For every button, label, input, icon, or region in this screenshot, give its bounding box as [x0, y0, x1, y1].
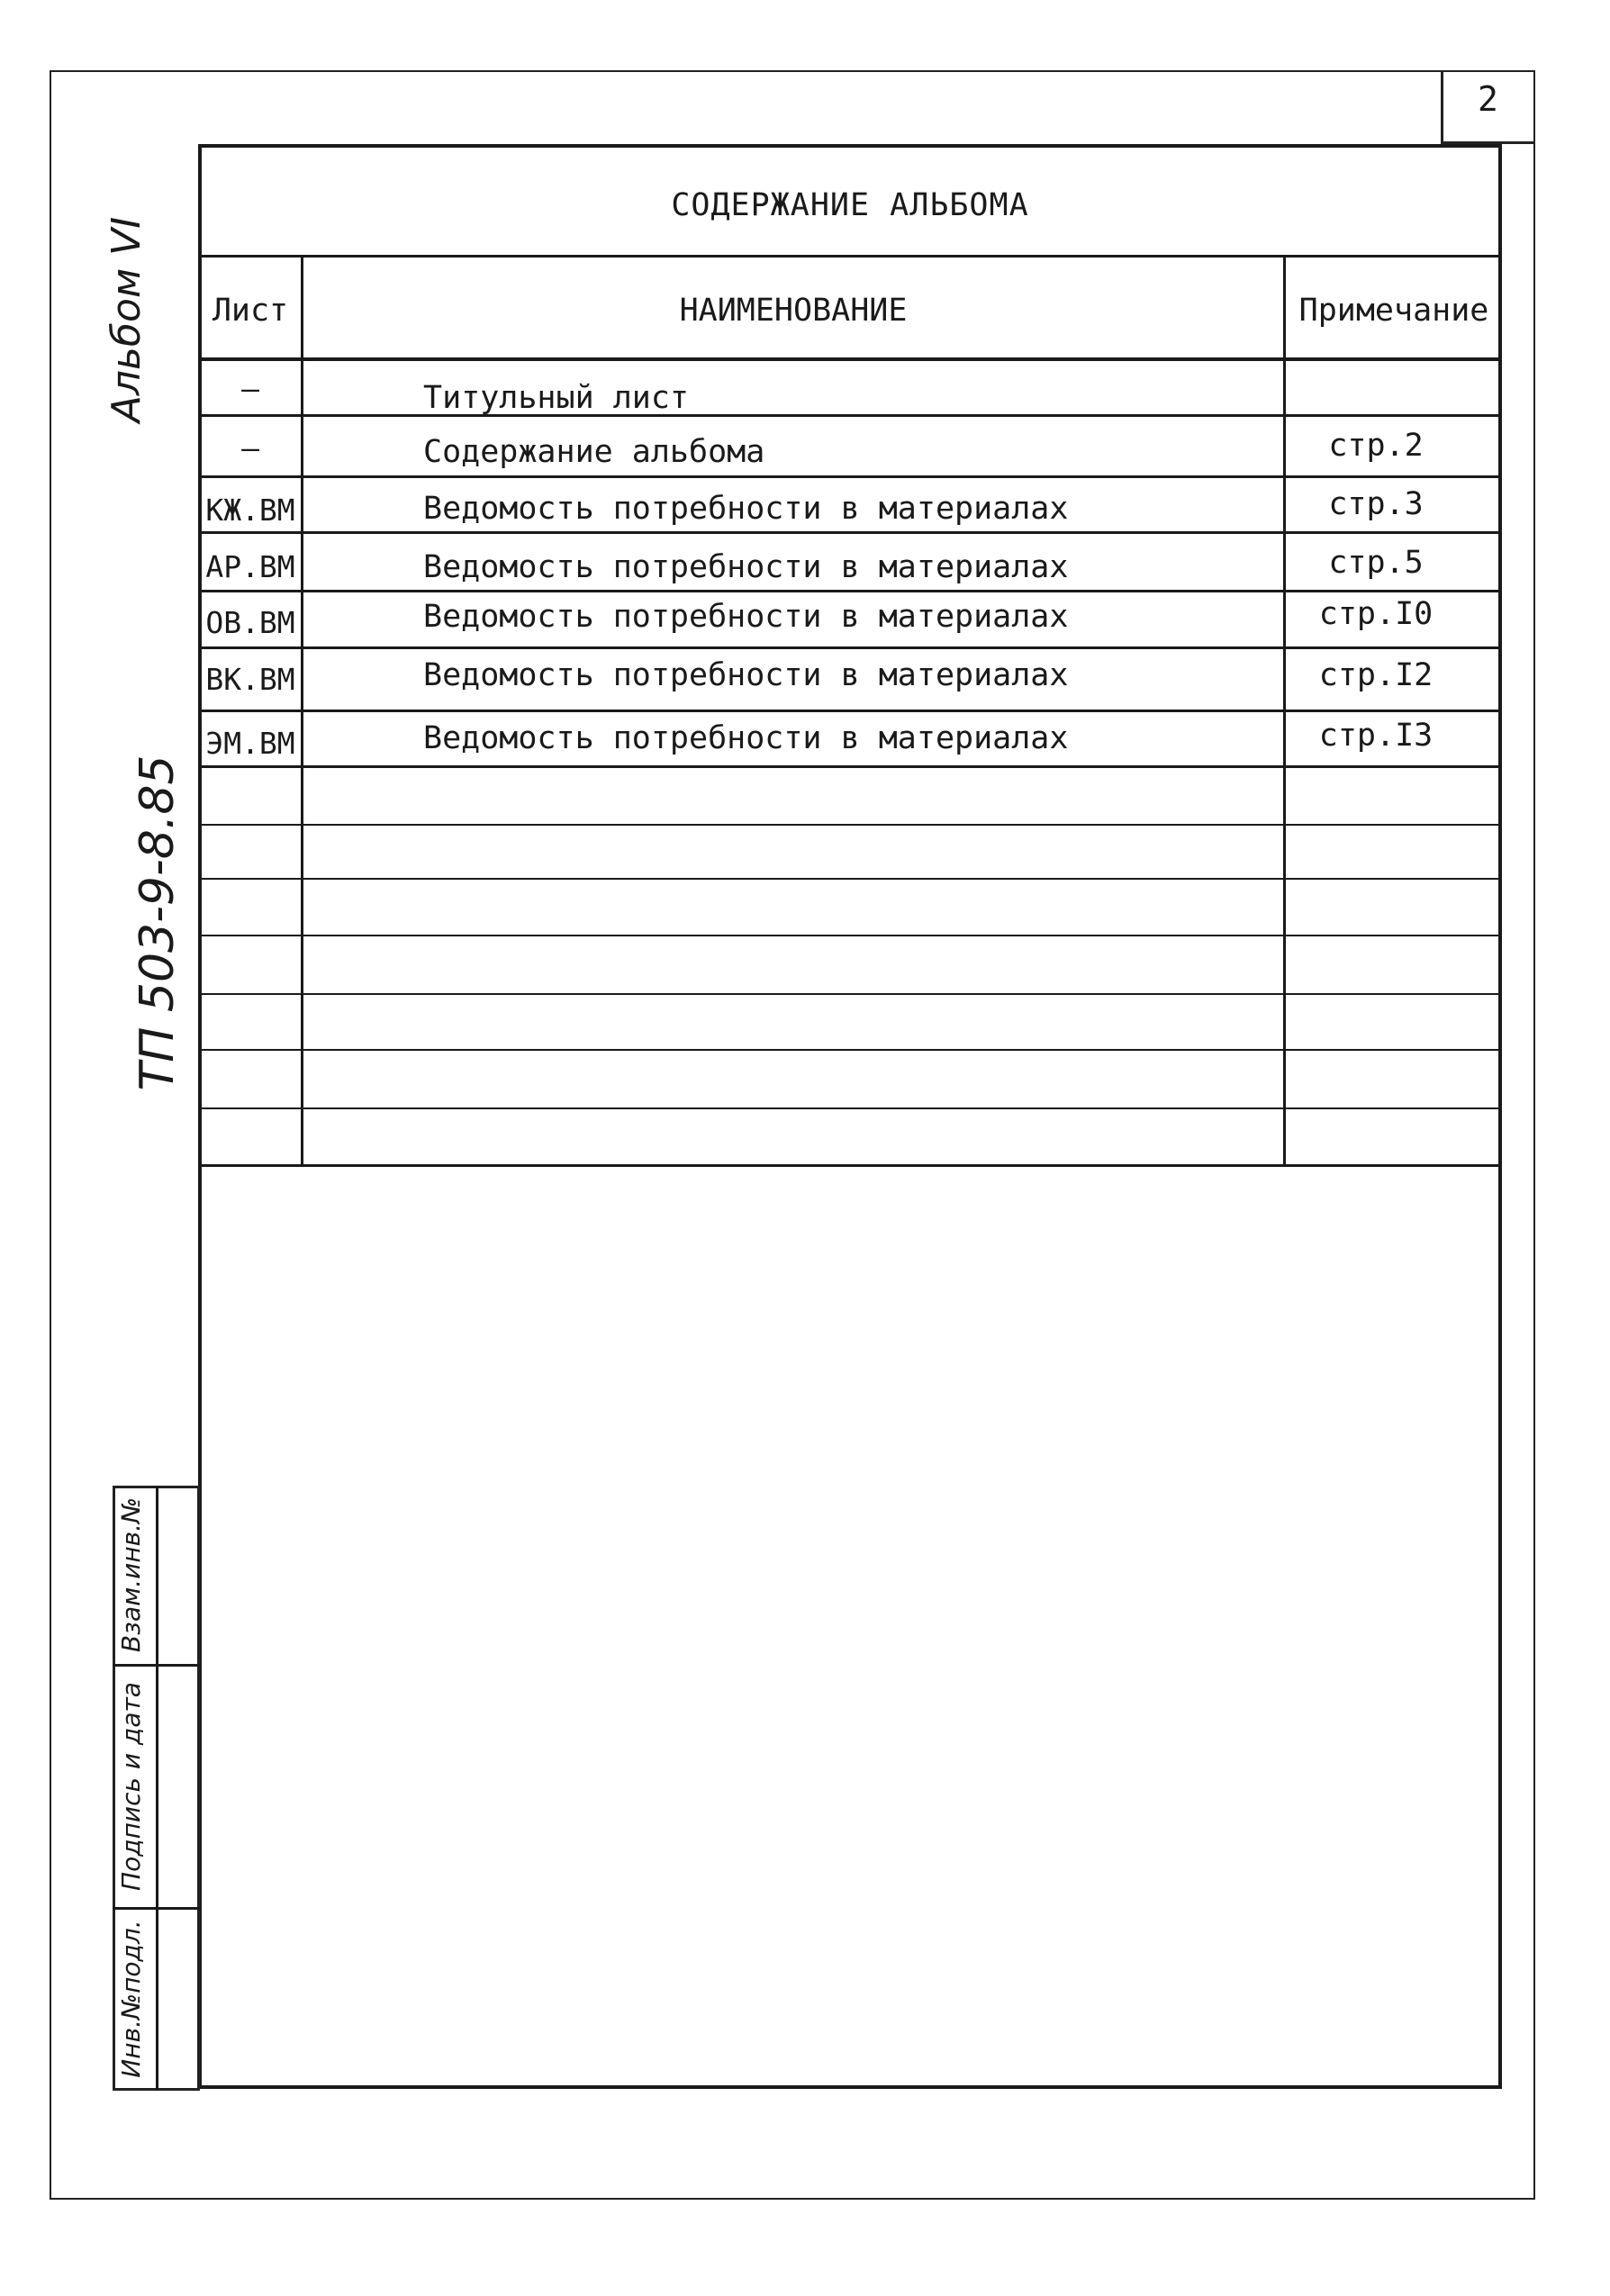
row-name: Ведомость потребности в материалах — [423, 491, 1069, 527]
row-sheet: – — [241, 430, 259, 466]
row-divider — [198, 993, 1502, 995]
row-divider — [198, 1107, 1502, 1109]
row-name: Ведомость потребности в материалах — [423, 657, 1069, 693]
album-label: Альбом VI — [104, 216, 149, 423]
row-divider — [198, 765, 1502, 768]
row-divider — [198, 824, 1502, 826]
stamp-inv-orig: Инв.№подл. — [116, 1920, 146, 2078]
row-divider — [198, 646, 1502, 649]
column-header-sheet: Лист — [212, 293, 289, 329]
row-sheet: АР.ВМ — [205, 549, 295, 584]
row-note: стр.2 — [1328, 428, 1424, 464]
album-contents-title: СОДЕРЖАНИЕ АЛЬБОМА — [671, 187, 1029, 223]
row-name: Содержание альбома — [423, 434, 765, 470]
row-sheet: – — [241, 371, 259, 406]
row-sheet: ЭМ.ВМ — [205, 726, 295, 761]
stamp-inv-replace: Взам.инв.№ — [116, 1496, 146, 1653]
row-note: стр.I0 — [1318, 596, 1434, 632]
column-divider — [301, 255, 303, 1166]
column-header-note: Примечание — [1298, 293, 1489, 329]
row-note: стр.I2 — [1318, 657, 1434, 693]
row-sheet: ОВ.ВМ — [205, 605, 295, 640]
row-divider — [198, 531, 1502, 534]
stamp-sign-date: Подпись и дата — [116, 1682, 146, 1891]
row-divider — [198, 878, 1502, 880]
row-note: стр.5 — [1328, 545, 1424, 581]
header-divider — [198, 357, 1502, 361]
row-sheet: КЖ.ВМ — [205, 493, 295, 528]
row-note: стр.3 — [1328, 486, 1424, 522]
row-note: стр.I3 — [1318, 718, 1434, 754]
row-name: Ведомость потребности в материалах — [423, 549, 1069, 585]
row-divider — [198, 1049, 1502, 1051]
row-divider — [198, 475, 1502, 478]
document-designation: ТП 503-9-8.85 — [131, 755, 185, 1091]
row-divider — [198, 710, 1502, 712]
table-bottom — [198, 1164, 1502, 1167]
title-divider — [198, 255, 1502, 258]
row-divider — [198, 414, 1502, 417]
column-header-name: НАИМЕНОВАНИЕ — [679, 293, 908, 329]
row-name: Титульный лист — [423, 380, 690, 416]
strip-divider — [156, 1486, 158, 2091]
row-divider — [198, 590, 1502, 592]
row-sheet: ВК.ВМ — [205, 662, 295, 697]
row-divider — [198, 935, 1502, 936]
row-name: Ведомость потребности в материалах — [423, 599, 1069, 635]
row-name: Ведомость потребности в материалах — [423, 720, 1069, 756]
column-divider — [1283, 255, 1286, 1166]
page-number: 2 — [1478, 79, 1498, 119]
